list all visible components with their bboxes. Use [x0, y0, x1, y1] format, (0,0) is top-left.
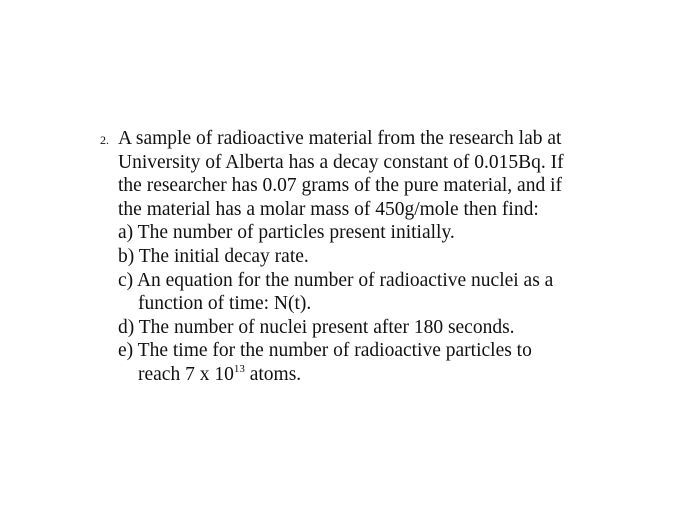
part-b: b) The initial decay rate. [118, 245, 309, 267]
problem-number: 2. [100, 133, 109, 147]
intro-text-1: A sample of radioactive material from the research lab at [118, 128, 562, 149]
intro-line-4: the material has a molar mass of 450g/mole then find: [118, 198, 539, 220]
problem-block [100, 127, 660, 387]
part-a: a) The number of particles present initially. [118, 222, 455, 244]
part-e-suffix: atoms. [244, 363, 302, 385]
part-e-line-1: e) The time for the number of radioactive particles to [118, 340, 532, 362]
intro-line-2: University of Alberta has a decay constant of 0.015Bq. If [118, 151, 564, 173]
part-e-line-2 [100, 363, 660, 387]
part-c-line-1: c) An equation for the number of radioactive nuclei as a [118, 269, 554, 291]
part-e-exponent: 13 [233, 362, 245, 375]
intro-line-1 [100, 127, 660, 151]
intro-line-3: the researcher has 0.07 grams of the pure material, and if [118, 175, 562, 197]
part-c-line-2: function of time: N(t). [138, 293, 312, 315]
part-e-prefix: reach 7 x 10 [138, 363, 234, 385]
part-d: d) The number of nuclei present after 180 seconds. [118, 316, 515, 338]
